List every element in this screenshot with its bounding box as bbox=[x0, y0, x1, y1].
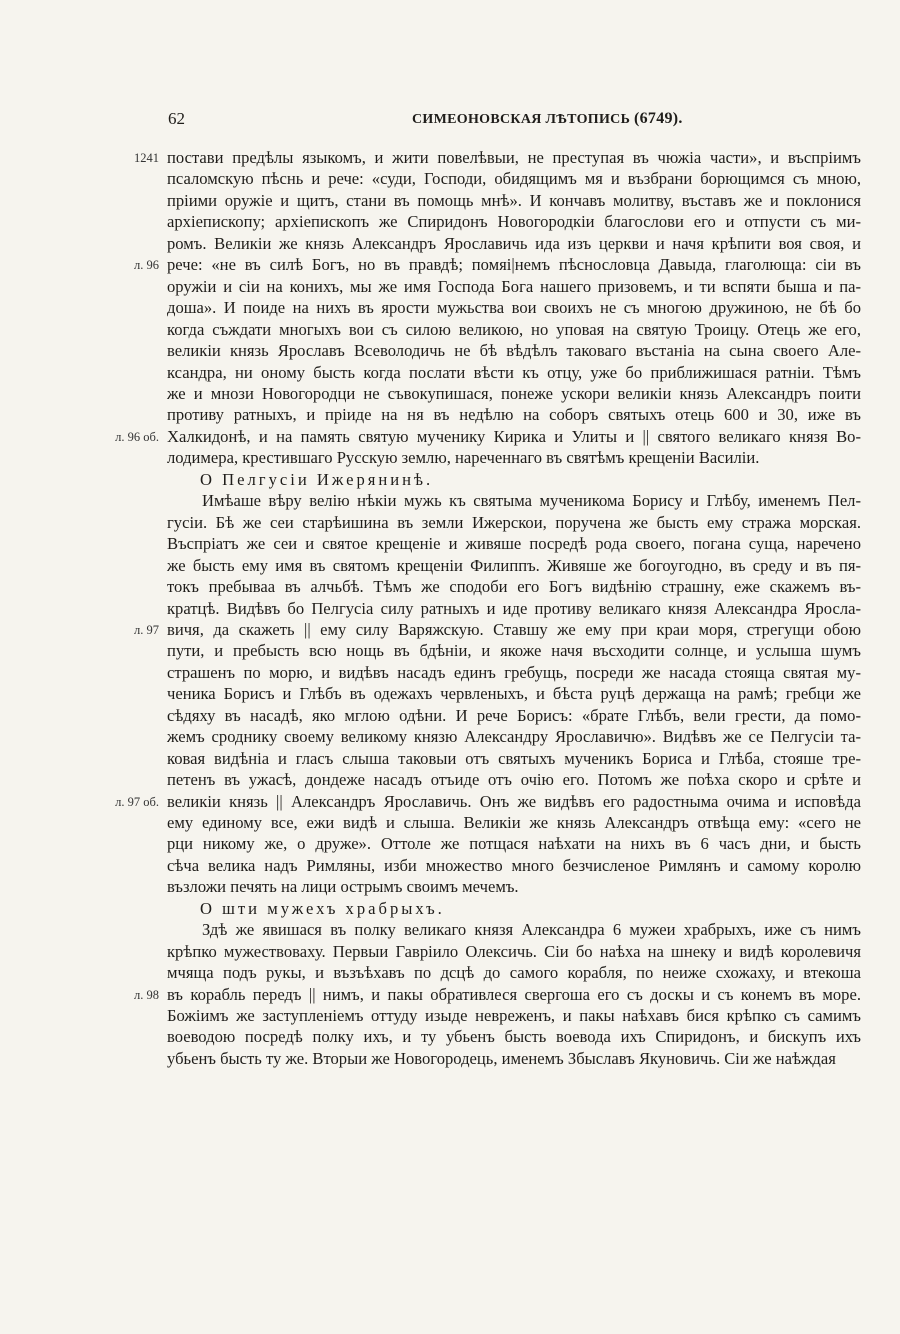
section-heading: О шти мужехъ храбрыхъ. bbox=[200, 898, 445, 918]
text-line: петенъ въ ужасѣ, дондеже насадъ отъиде отъ очію его. Потомъ же поѣха скоро и срѣте и bbox=[167, 770, 861, 789]
text-line: рече: «не въ силѣ Богъ, но въ правдѣ; помяі|немъ пѣснословца Давыда, глаголюща: сіи въ bbox=[167, 255, 861, 275]
text-line: Божіимъ же заступленіемъ оттуду изыде невреженъ, и пакы наѣхавъ бися крѣпко съ самимъ bbox=[167, 1006, 861, 1025]
text-line: доша». И поиде на нихъ въ ярости мужьства вои своихъ не съ многою дружиною, не бѣ бо bbox=[167, 298, 861, 318]
text-line: пріими оружіе и щитъ, стани въ помощь мнѣ». И кончавъ молитву, въставъ же и поклонися bbox=[167, 190, 861, 210]
text-line: воеводою посредѣ полку ихъ, и ту убьенъ бысть воевода ихъ Спиридонъ, и бискупъ ихъ bbox=[167, 1027, 861, 1047]
text-line: лодимера, крестившаго Русскую землю, нареченнаго въ святѣмъ крещеніи Василіи. bbox=[167, 448, 760, 468]
text-line: възложи печять на лици острымъ своимъ мечемъ. bbox=[167, 877, 519, 897]
text-line: ксандра, ни оному бысть когда послати вѣсти къ отцу, уже бо приближишася ратніи. Тѣмъ bbox=[167, 362, 861, 382]
text-line: крѣпко мужествоваху. Первыи Гавріило Олексичь. Сіи бо наѣха на шнеку и видѣ королевичя bbox=[167, 941, 861, 961]
section-heading: О Пелгусіи Ижерянинѣ. bbox=[200, 469, 434, 489]
text-line: Халкидонѣ, и на память святую мученику Кирика и Улиты и || святого великаго князя Во- bbox=[167, 426, 861, 446]
text-line: рци никому же, о друже». Оттоле же потщася наѣхати на нихъ въ 6 часъ дни, и бысть bbox=[167, 834, 861, 854]
running-title-text: СИМЕОНОВСКАЯ ЛѢТОПИСЬ bbox=[412, 112, 631, 127]
text-line: гусіи. Бѣ же сеи старѣишина въ земли Ижерскои, поручена же бысть ему стража морская. bbox=[167, 512, 861, 532]
text-line: жемъ сроднику своему великому князю Александру Ярославичю». Видѣвъ же се Пелгусіи та- bbox=[167, 727, 861, 747]
margin-note: л. 96 bbox=[134, 258, 159, 273]
margin-note: л. 97 об. bbox=[115, 794, 159, 809]
running-title bbox=[412, 110, 683, 128]
text-line: вичя, да скажеть || ему силу Варяжскую. Ставшу же ему при краи моря, стрегущи обою bbox=[167, 619, 861, 639]
text-line: архіепископу; архіепископъ же Спиридонъ Новогородкіи благослови его и отпусти съ ми- bbox=[167, 212, 861, 232]
text-line: ченика Борисъ и Глѣбъ въ одежахъ червленыхъ, и бѣста руцѣ держаща на рамѣ; гребци же bbox=[167, 684, 861, 704]
margin-note: л. 97 bbox=[134, 622, 159, 637]
text-line: Въспріатъ же сеи и святое крещеніе и живяше посредѣ рода своего, погана суща, наречено bbox=[167, 534, 861, 554]
text-line: оружіи и сіи на конихъ, мы же имя Господа Бога нашего призовемъ, и ти вспяти быша и па- bbox=[167, 276, 861, 296]
text-line: кратцѣ. Видѣвъ бо Пелгусіа силу ратныхъ и иде противу великаго князя Александра Яросла- bbox=[167, 598, 861, 618]
text-line: мчяща подъ рукы, и възъѣхавъ по дсцѣ до самого корабля, по неиже схожаху, и втекоша bbox=[167, 963, 861, 983]
text-line: же и мнози Новогородци не съвокупишася, понеже ускори великіи князь Александръ поити bbox=[167, 383, 861, 403]
text-line: великіи князь || Александръ Ярославичь. Онъ же видѣвъ его радостныма очима и исповѣда bbox=[167, 791, 861, 811]
page-header bbox=[0, 109, 900, 135]
margin-note: л. 98 bbox=[134, 987, 159, 1002]
text-line: когда съждати многыхъ вои съ силою великою, но уповая на святую Троицу. Отець же его, bbox=[167, 319, 861, 339]
text-line: страшенъ по морю, и видѣвъ насадъ единъ гребущь, посреди же насада стояща святая му- bbox=[167, 662, 861, 682]
text-line: постави предѣлы языкомъ, и жити повелѣвыи, не преступая въ чюжіа части», и въспріимъ bbox=[167, 148, 861, 167]
page-number: 62 bbox=[168, 109, 185, 128]
running-title-year: (6749). bbox=[633, 110, 683, 127]
text-line: токъ пребываа въ алчьбѣ. Тѣмъ же сподоби его Богъ видѣнію страшну, еже скажемъ въ- bbox=[167, 577, 861, 596]
text-line: пути, и пребысть всю нощь въ бдѣніи, и якоже начя въсходити солнце, и услыша шумъ bbox=[167, 641, 861, 661]
text-line: ковая видѣніа и гласъ слыша таковыи отъ святыхъ мученикъ Бориса и Глѣба, стояше тре- bbox=[167, 748, 861, 768]
text-line: ему единому все, ежи видѣ и слыша. Великіи же князь Александръ отвѣща ему: «сего не bbox=[167, 812, 861, 832]
text-line: же бысть ему имя въ святомъ крещеніи Филиппъ. Живяше же богоугодно, въ среду и въ пя- bbox=[167, 555, 861, 575]
text-line: противу ратныхъ, и пріиде на ня въ недѣлю на соборъ святыхъ отець 600 и 30, иже въ bbox=[167, 405, 861, 425]
text-line: сѣдяху въ насадѣ, яко мглою одѣни. И рече Борисъ: «брате Глѣбъ, вели грести, да помо- bbox=[167, 705, 861, 725]
text-line: Имѣаше вѣру велію нѣкіи мужь къ святыма мученикома Борису и Глѣбу, именемъ Пел- bbox=[202, 491, 861, 511]
margin-note: 1241 bbox=[134, 151, 159, 165]
margin-note: л. 96 об. bbox=[115, 429, 159, 444]
text-line: въ корабль передъ || нимъ, и пакы обративлеся свергоша его съ доскы и съ конемъ въ море. bbox=[167, 984, 861, 1004]
text-line: великіи князь Ярославъ Всеволодичь не бѣ вѣдѣлъ таковаго въстаніа на сына своего Але- bbox=[167, 341, 861, 360]
text-line: ромъ. Великіи же князь Александръ Ярославичь ида изъ церкви и начя крѣпити воя своя, и bbox=[167, 233, 861, 253]
text-line: Здѣ же явишася въ полку великаго князя Александра 6 мужеи храбрыхъ, иже съ нимъ bbox=[202, 920, 861, 940]
text-line: сѣча велика надъ Римляны, изби множество много безчисленое Римлянъ и самому королю bbox=[167, 855, 861, 875]
text-line: убьенъ бысть ту же. Вторыи же Новогородець, именемъ Збыславъ Якуновичь. Сіи же наѣждая bbox=[167, 1048, 836, 1068]
text-line: псаломскую пѣснь и рече: «суди, Господи, обидящимъ мя и възбрани борющимся съ мною, bbox=[167, 169, 861, 189]
